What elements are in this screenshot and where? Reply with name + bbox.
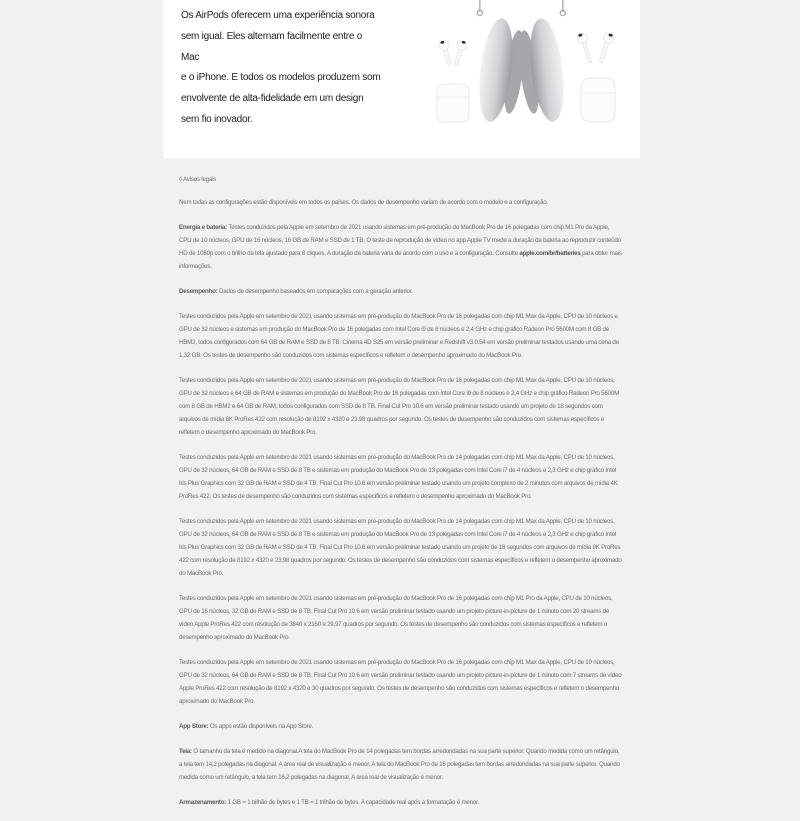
legal-paragraph-tela [179,745,623,784]
legal-paragraph [179,592,623,644]
legal-paragraph [179,374,623,439]
legal-text: Testes conduzidos pela Apple em setembro de 2021 usando sistemas em pré-produção do MacBook Pro de 14 polegadas com chip M1 Max da Apple, CPU de 10 núcleos, GPU de 32 núcleos, 64 GB de RAM e SSD de 8 TB e sistemas em produção do MacBook Pro de 13 polegadas com Intel Core i7 de 4 núcleos e 2,3 GHz e chip gráfico Intel Iris Plus Graphics com 32 GB de RAM e SSD de 4 TB. Final Cut Pro 10.6 em versão preliminar testado usando um projeto complexo de 2 minutos com arquivos de mídia 4K ProRes 422. Os testes de desempenho são conduzidos com sistemas específicos e refletem o desempenho aproximado do MacBook Pro. [179,454,618,500]
batteries-link[interactable]: apple.com/br/batteries [519,250,581,257]
legal-text: Os apps estão disponíveis na App Store. [208,723,314,730]
legal-paragraph [179,196,623,209]
hero-line: e o iPhone. E todos os modelos produzem som [181,72,381,84]
legal-text: Testes conduzidos pela Apple em setembro de 2021 usando sistemas em pré-produção do MacBook Pro de 16 polegadas com chip M1 Max da Apple, CPU de 10 núcleos, GPU de 32 núcleos e 64 GB de RAM e sistemas em produção do MacBook Pro de 16 polegadas com Intel Core i9 de 8 núcleos e 2,4 GHz e chip gráfico Radeon Pro 5600M com 8 GB de HBM2 e 64 GB de RAM, todos configurados com SSD de 8 TB. Final Cut Pro 10.6 em versão preliminar testado usando um projeto de 18 segundos com arquivos de mídia 8K ProRes 422 com resolução de 8192 x 4320 e 23,98 quadros por segundo. Os testes de desempenho são conduzidos com sistemas específicos e refletem o desempenho aproximado do MacBook Pro. [179,377,620,436]
hero-line: envolvente de alta-fidelidade em um design [181,93,364,105]
legal-label: App Store: [179,723,209,730]
hero-line: Os AirPods oferecem uma experiência sonora [181,10,375,21]
legal-text: Testes conduzidos pela Apple em setembro de 2021 usando sistemas em pré-produção do MacBook Pro de 16 polegadas com chip M1 Pro da Apple, CPU de 10 núcleos, GPU de 16 núcleos, 32 GB de RAM e SSD de 8 TB. Final Cut Pro 10.6 em versão preliminar testado usando um projeto picture-in-picture de 1 minuto com 20 streams de vídeo Apple ProRes 422 com resolução de 3840 x 2160 e 29,97 quadros por segundo. Os testes de desempenho são conduzidos com sistemas específicos e refletem o desempenho aproximado do MacBook Pro. [179,595,613,641]
airpods-max-right-image [515,0,568,124]
legal-title: ◊ Avisos legais [179,176,217,183]
legal-text: Testes conduzidos pela Apple em setembro de 2021 usando sistemas em pré-produção do MacBook Pro de 16 polegadas com chip M1 Max da Apple, CPU de 10 núcleos, GPU de 32 núcleos, 64 GB de RAM e SSD de 8 TB. Final Cut Pro 10.6 em versão preliminar testado usando um projeto picture-in-picture de 1 minuto com 7 streams de vídeo Apple ProRes 422 com resolução de 8192 x 4320 e 30 quadros por segundo. Os testes de desempenho são conduzidos com sistemas específicos e refletem o desempenho aproximado do MacBook Pro. [179,659,622,705]
legal-paragraph [179,310,623,362]
legal-paragraph [179,515,623,580]
legal-paragraph-energia [179,221,623,273]
hero-section [163,0,640,158]
airpods-products-image [431,0,626,130]
legal-label: Armazenamento: [179,799,227,806]
legal-text: 1 GB = 1 bilhão de bytes e 1 TB = 1 trilhão de bytes. A capacidade real após a formatação é menor. [226,799,480,806]
legal-text: Nem todas as configurações estão disponíveis em todos os países. Os dados de desempenho variam de acordo com o modelo e a configuração. [179,199,548,206]
legal-notices-section [179,173,623,821]
legal-label: Energia e bateria: [179,224,227,231]
legal-label: Tela: [179,748,192,755]
legal-paragraph [179,451,623,503]
hero-headline [181,6,381,131]
legal-text: para obter mais informações. [179,250,622,270]
legal-text: Testes conduzidos pela Apple em setembro de 2021 usando sistemas em pré-produção do MacBook Pro de 16 polegadas com chip M1 Max da Apple, CPU de 10 núcleos e GPU de 32 núcleos e sistemas em produção do MacBook Pro de 16 polegadas com Intel Core i9 de 8 núcleos e 2,4 GHz e chip gráfico Radeon Pro 5600M com 8 GB de HBM2, todos configurados com 64 GB de RAM e SSD de 8 TB. Cinema 4D S25 em versão preliminar e Redshift v3.0.54 em versão preliminar testados usando uma cena de 1,32 GB. Os testes de desempenho são conduzidos com sistemas específicos e refletem o desempenho aproximado do MacBook Pro. [179,313,619,359]
legal-text: Testes conduzidos pela Apple em setembro de 2021 usando sistemas em pré-produção do MacBook Pro de 16 polegadas com chip M1 Pro da Apple, CPU de 10 núcleos, GPU de 16 núcleos, 16 GB de RAM e SSD de 1 TB. O teste de reprodução de vídeo no app Apple TV mede a duração da bateria ao reproduzir conteúdo HD de 1080p com o brilho da tela ajustado para 8 cliques. A duração da bateria varia de acordo com o uso e a configuração. Consulte [179,224,621,257]
legal-paragraph-app-store [179,720,623,733]
legal-paragraph-armazenamento [179,796,623,809]
hero-line: sem fio inovador. [181,113,253,125]
legal-label: Desempenho: [179,288,218,295]
legal-text: Testes conduzidos pela Apple em setembro de 2021 usando sistemas em pré-produção do MacBook Pro de 14 polegadas com chip M1 Max da Apple, CPU de 10 núcleos, GPU de 32 núcleos, 64 GB de RAM e SSD de 8 TB e sistemas em produção do MacBook Pro de 13 polegadas com Intel Core i7 de 4 núcleos e 2,3 GHz e chip gráfico Intel Iris Plus Graphics com 32 GB de RAM e SSD de 4 TB. Final Cut Pro 10.6 em versão preliminar testado usando um projeto de 18 segundos com arquivos de mídia 8K ProRes 422 com resolução de 8192 x 4320 e 23,98 quadros por segundo. Os testes de desempenho são conduzidos com sistemas específicos e refletem o desempenho aproximado do MacBook Pro. [179,518,622,577]
legal-paragraph [179,656,623,708]
airpods-with-case-image [437,39,469,122]
hero-line: sem igual. Eles alternam facilmente entre o Mac [181,30,363,63]
legal-text: O tamanho da tela é medido na diagonal.A tela do MacBook Pro de 14 polegadas tem bordas arredondadas na sua parte superior. Quando medida como um retângulo, a tela tem 14,2 polegadas na diagonal. A área real de visualização é menor. A tela do MacBook Pro de 16 polegadas tem bordas arredondadas na sua parte superior. Quando medida como um retângulo, a tela tem 16,2 polegadas na diagonal. A área real de visualização é menor. [179,748,620,781]
legal-paragraph-desempenho [179,285,623,298]
airpods-pro-with-case-image [576,32,615,122]
legal-text: Dados de desempenho baseados em comparações com a geração anterior. [217,288,413,295]
